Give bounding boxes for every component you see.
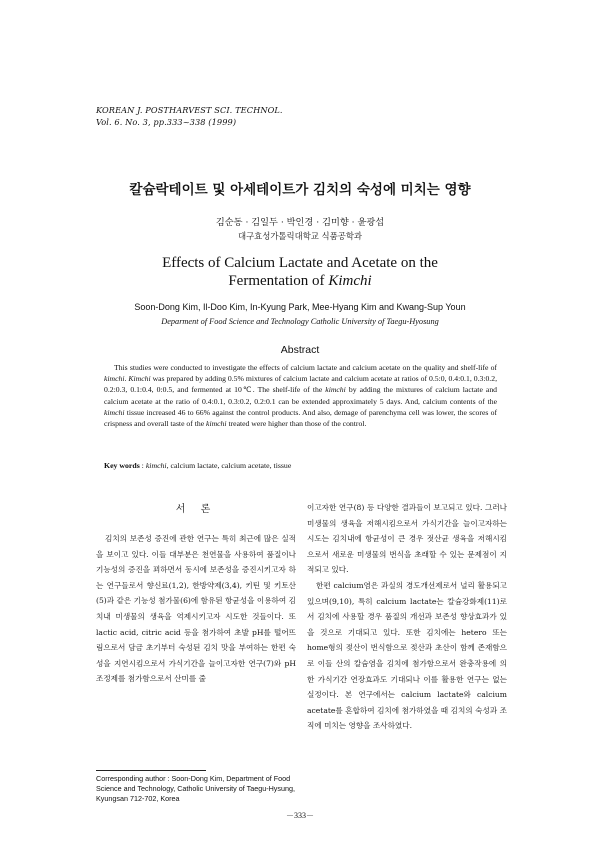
journal-header — [96, 104, 283, 128]
english-authors: Soon-Dong Kim, Il-Doo Kim, In-Kyung Park, Mee-Hyang Kim and Kwang-Sup Youn — [134, 302, 466, 312]
journal-name: KOREAN J. POSTHARVEST SCI. TECHNOL. — [96, 105, 283, 115]
footnote-rule — [96, 770, 206, 771]
keywords: Key words : kimchi, calcium lactate, calcium acetate, tissue — [104, 461, 292, 470]
english-affiliation: Deparment of Food Science and Technology Catholic University of Taegu-Hyosung — [161, 317, 439, 326]
english-title-line1: Effects of Calcium Lactate and Acetate on the — [162, 255, 438, 271]
keywords-label: Key words — [104, 461, 140, 470]
right-column — [307, 500, 507, 734]
english-title — [0, 254, 600, 290]
title-prefix: Fermentation of — [228, 273, 329, 289]
left-column — [96, 500, 296, 687]
intro-paragraph-3: 한편 calcium염은 과실의 경도개선제로서 널리 활용되고 있으며(9,10), 특히 calcium lactate는 칼슘강화제(11)로서 김치에 사용할 경우 품질의 개선과 보존성 향상효과가 있을 것으로 기대되고 있다. 또한 김치에는 hetero 또는 home형의 젖산이 번식함으로 젖산과 초산이 함께 존재함으로 이들 산의 칼슘염을 김치에 첨가함으로서 완충작용에 의한 가식기간 연장효과도 기대되나 이를 활용한 연구는 없는 실정이다. 본 연구에서는 calcium lactate와 calcium acetate를 혼합하여 김치에 첨가하였을 때 김치의 숙성과 조직에 미치는 영향을 조사하였다. — [307, 580, 507, 731]
intro-paragraph-2: 이고자한 연구(8) 등 다양한 결과들이 보고되고 있다. 그러나 미생물의 생육을 저해시킴으로서 가식기간을 늘이고자하는 시도는 김치내에 항균성이 큰 경우 젓산균 생육을 저해시킴으로서 새로운 미생물의 번식을 초래할 수 있는 문제점이 지적되고 있다. — [307, 503, 507, 575]
english-title-line2 — [0, 272, 600, 290]
abstract-body — [104, 362, 497, 429]
abstract-paragraph: This studies were conducted to investigate the effects of calcium lactate and calcium acetate on the quality and shelf-life of kimchi. Kimchi was prepared by adding 0.5% mixtures of calcium lactate and calcium acetate at ratios of 0.5:0, 0.4:0.1, 0.3:0.2, 0.2:0.3, 0.1:0.4, 0:0.5, and fermented at 10℃. The shelf-life of the kimchi by adding the mixtures of calcium lactate and calcium acetate at the ratio of 0.4:0.1, 0.3:0.2, 0.2:0.1 can be extended approximately 5 days. And, calcium contents of the kimchi tissue increased 46 to 66% against the control products. And also, demage of parenchyma cell was lower, the scores of crispness and overall taste of the kimchi treated were higher than those of the control. — [104, 363, 498, 429]
korean-affiliation: 대구효성가톨릭대학교 식품공학과 — [237, 231, 362, 241]
section-heading-introduction: 서 론 — [175, 504, 217, 515]
title-kimchi: Kimchi — [328, 273, 372, 289]
abstract-heading: Abstract — [280, 344, 320, 356]
page-number: －333－ — [286, 811, 314, 820]
journal-volume: Vol. 6. No. 3, pp.333~338 (1999) — [96, 117, 237, 127]
intro-paragraph-1: 김치의 보존성 증진에 관한 연구는 특히 최근에 많은 실적을 보이고 있다. 이들 대부분은 천연물을 사용하여 품질이나 기능성의 증진을 꾀하면서 동시에 보존성을 증진시키고자 하는 연구들로서 향신료(1,2), 한방약제(3,4), 키틴 및 키토산(5)과 같은 기능성 첨가물(6)에 함유된 항균성을 이용하여 김치내 미생물의 생육을 억제시키고자 시도한 것들이다. 또 lactic acid, citric acid 등을 첨가하여 초발 pH를 떨어뜨림으로서 담금 초기부터 숙성된 김치 맛을 부여하는 한편 숙성을 지연시킴으로서 가식기간을 늘이고자한 연구(7)와 pH 조정제를 첨가함으로서 산미를 줄 — [96, 534, 296, 684]
korean-title: 칼슘락테이트 및 아세테이트가 김치의 숙성에 미치는 영향 — [129, 182, 471, 198]
corresponding-author-footnote: Corresponding author : Soon-Dong Kim, Department of Food Science and Technology, Catholic University of Taegu-Hysung, Kyungsan 712-702, Korea — [96, 774, 295, 803]
korean-authors: 김순동 · 김일두 · 박인경 · 김미향 · 윤광섭 — [215, 217, 385, 228]
